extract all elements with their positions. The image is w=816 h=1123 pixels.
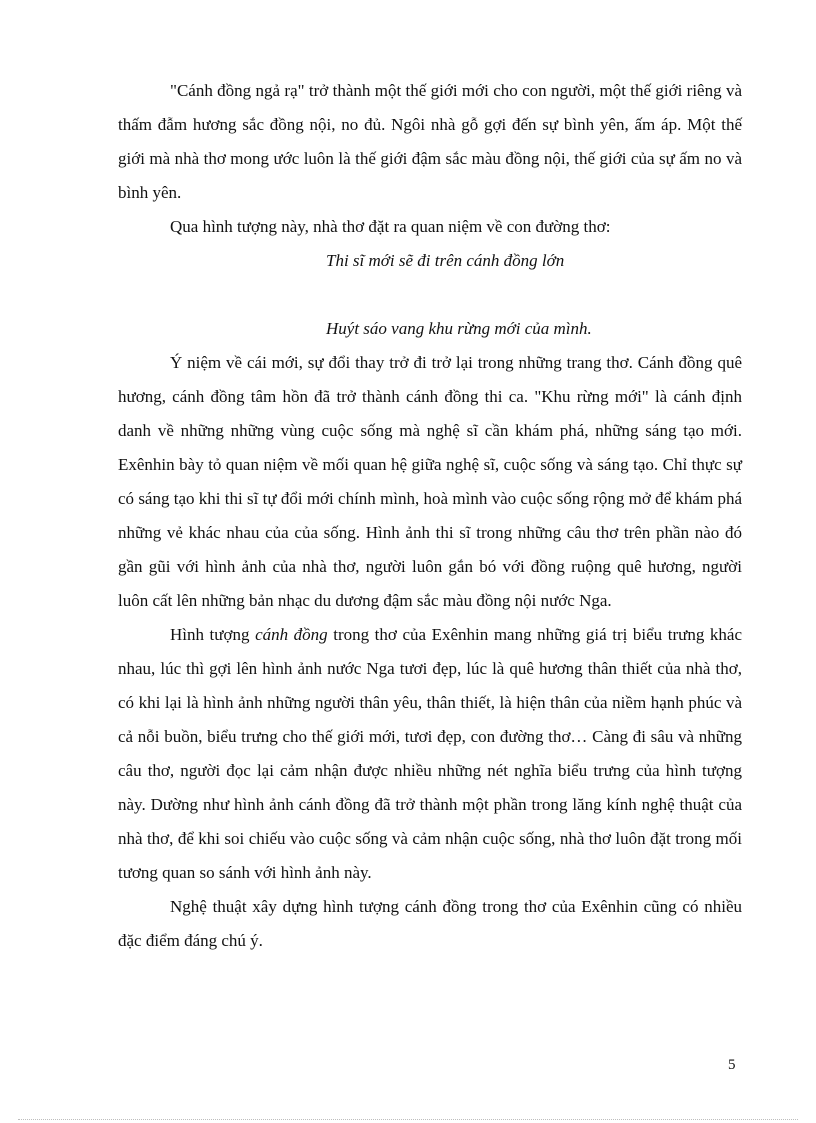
- paragraph-4-lead: Hình tượng: [170, 625, 256, 644]
- document-body: [118, 74, 742, 958]
- paragraph-4-emphasis: cánh đồng: [255, 625, 328, 644]
- paragraph-5: Nghệ thuật xây dựng hình tượng cánh đồng trong thơ của Exênhin cũng có nhiều đặc điểm đáng chú ý.: [118, 897, 742, 950]
- verse-line-1: Thi sĩ mới sẽ đi trên cánh đồng lớn: [326, 251, 565, 270]
- paragraph-1: "Cánh đồng ngả rạ" trở thành một thế giới mới cho con người, một thế giới riêng và thấm đẫm hương sắc đồng nội, no đủ. Ngôi nhà gỗ gợi đến sự bình yên, ấm áp. Một thế giới mà nhà thơ mong ước luôn là thế giới đậm sắc màu đồng nội, thế giới của sự ấm no và bình yên.: [118, 81, 742, 202]
- paragraph-4: [118, 618, 742, 890]
- page-number: 5: [728, 1057, 736, 1073]
- paragraph-2: Qua hình tượng này, nhà thơ đặt ra quan niệm về con đường thơ:: [170, 217, 611, 236]
- verse-spacer: [118, 278, 742, 312]
- paragraph-3: Ý niệm về cái mới, sự đổi thay trở đi trở lại trong những trang thơ. Cánh đồng quê hương, cánh đồng tâm hồn đã trở thành cánh đồng thi ca. "Khu rừng mới" là cánh định danh về những những vùng cuộc sống mà nghệ sĩ cần khám phá, những sáng tạo mới. Exênhin bày tỏ quan niệm về mối quan hệ giữa nghệ sĩ, cuộc sống và sáng tạo. Chỉ thực sự có sáng tạo khi thi sĩ tự đổi mới chính mình, hoà mình vào cuộc sống rộng mở để khám phá những vẻ khác nhau của của sống. Hình ảnh thi sĩ trong những câu thơ trên phần nào đó gần gũi với hình ảnh của nhà thơ, người luôn gắn bó với đồng ruộng quê hương, người luôn cất lên những bản nhạc du dương đậm sắc màu đồng nội nước Nga.: [118, 353, 742, 610]
- verse-line-2: Huýt sáo vang khu rừng mới của mình.: [326, 319, 592, 338]
- paragraph-4-rest: trong thơ của Exênhin mang những giá trị biểu trưng khác nhau, lúc thì gợi lên hình ảnh nước Nga tươi đẹp, lúc là quê hương thân thiết của nhà thơ, có khi lại là hình ảnh những người thân yêu, thân thiết, là hiện thân của niềm hạnh phúc và cả nỗi buồn, biểu trưng cho thế giới mới, tươi đẹp, con đường thơ… Càng đi sâu và những câu thơ, người đọc lại cảm nhận được nhiều những nét nghĩa biểu trưng của hình tượng này. Dường như hình ảnh cánh đồng đã trở thành một phần trong lăng kính nghệ thuật của nhà thơ, để khi soi chiếu vào cuộc sống và cảm nhận cuộc sống, nhà thơ luôn đặt trong mối tương quan so sánh với hình ảnh này.: [118, 625, 742, 882]
- footer-divider: [18, 1119, 798, 1120]
